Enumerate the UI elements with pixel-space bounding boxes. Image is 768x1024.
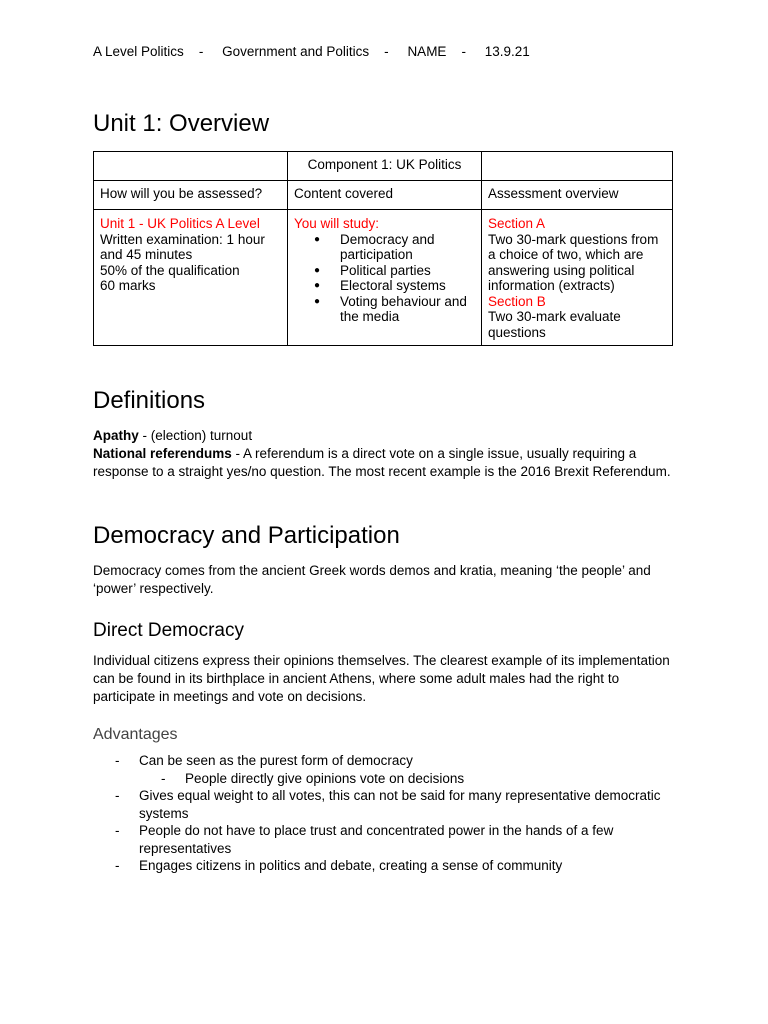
list-item: ● Electoral systems [340, 278, 475, 294]
table-cell-empty [482, 152, 673, 181]
table-cell-empty [94, 152, 288, 181]
header-date: 13.9.21 [484, 44, 530, 59]
definition-term: National referendums [93, 446, 232, 461]
col-header-assessed: How will you be assessed? [94, 181, 288, 210]
list-item: - People directly give opinions vote on decisions [93, 770, 677, 788]
overview-table [93, 151, 673, 346]
section-a-label: Section A [488, 216, 546, 231]
assessment-line: 60 marks [100, 278, 156, 293]
definition-term: Apathy [93, 428, 139, 443]
list-item: ● Political parties [340, 263, 475, 279]
col-header-overview: Assessment overview [482, 181, 673, 210]
content-cell [288, 210, 482, 346]
content-title: You will study: [294, 216, 380, 231]
header-subject: Government and Politics [222, 44, 370, 59]
democracy-intro: Democracy comes from the ancient Greek words demos and kratia, meaning ‘the people’ and ‘power’ respectively. [93, 563, 651, 596]
section-a-text: Two 30-mark questions from a choice of two, which are answering using political information (extracts) [488, 231, 659, 293]
list-item: - Engages citizens in politics and debate, creating a sense of community [93, 857, 677, 875]
header-name: NAME [407, 44, 447, 59]
advantages-list [93, 752, 677, 875]
assessment-title: Unit 1 - UK Politics A Level [100, 216, 260, 231]
list-item: - Gives equal weight to all votes, this can not be said for many representative democratic systems [93, 787, 677, 822]
list-item: ● Democracy and participation [340, 232, 475, 263]
overview-cell [482, 210, 673, 346]
direct-democracy-text: Individual citizens express their opinions themselves. The clearest example of its implementation can be found in its birthplace in ancient Athens, where some adult males had the right to participate in meetings and vote on decisions. [93, 653, 670, 704]
section-b-label: Section B [488, 293, 546, 309]
header-course: A Level Politics [93, 44, 184, 59]
definition-referendums: National referendums - A referendum is a direct vote on a single issue, usually requiring a response to a straight yes/no question. The most recent example is the 2016 Brexit Referendum. [93, 446, 671, 479]
content-list [294, 232, 475, 325]
component-title: Component 1: UK Politics [288, 152, 482, 181]
section-b-text: Two 30-mark evaluate questions [488, 309, 621, 340]
definition-apathy: Apathy - (election) turnout [93, 428, 253, 443]
unit-title: Unit 1: Overview [93, 110, 270, 137]
assessment-line: 50% of the qualification [100, 262, 240, 278]
list-item: ● Voting behaviour and the media [340, 294, 475, 325]
direct-democracy-heading: Direct Democracy [93, 620, 244, 641]
list-item: - People do not have to place trust and concentrated power in the hands of a few representatives [93, 822, 677, 857]
list-item: - Can be seen as the purest form of democracy [93, 752, 677, 770]
definitions-heading: Definitions [93, 387, 206, 414]
assessment-cell [94, 210, 288, 346]
assessment-line: Written examination: 1 hour and 45 minutes [100, 231, 265, 262]
advantages-heading: Advantages [93, 726, 178, 743]
democracy-heading: Democracy and Participation [93, 522, 400, 549]
col-header-content: Content covered [288, 181, 482, 210]
document-header: A Level Politics - Government and Politics - NAME - 13.9.21 [93, 44, 530, 59]
